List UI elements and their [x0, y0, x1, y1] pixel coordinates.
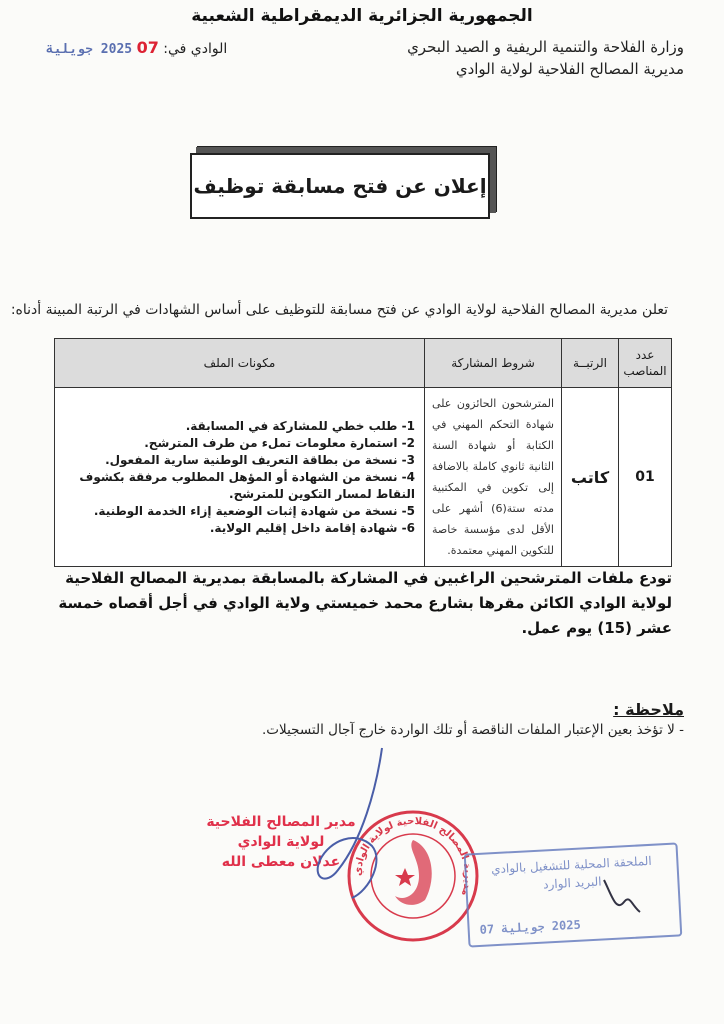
deposit-paragraph: تودع ملفات المترشحين الراغبين في المشاركة بالمسابقة بمديرية المصالح الفلاحية لولاية الوادي الكائن مقرها بشارع محمد خميستي ولاية الوادي في أجل أقصاه خمسة عشر (15) يوم عمل. [58, 569, 672, 637]
intro-paragraph: تعلن مديرية المصالح الفلاحية لولاية الوادي عن فتح مسابقة للتوظيف على أساس الشهادات في الرتبة المبينة أدناه: [10, 302, 668, 318]
list-item: 3- نسخة من بطاقة التعريف الوطنية سارية المفعول. [105, 452, 415, 467]
stamp-line-incoming: البريد الوارد [542, 874, 602, 892]
positions-table [54, 338, 672, 567]
list-item: 2- استمارة معلومات تملء من طرف المترشح. [144, 435, 415, 450]
seal-text: مديرية المصالح الفلاحية لولاية الوادي [352, 815, 474, 898]
header-conditions: شروط المشاركة [425, 339, 562, 388]
header-documents: مكونات الملف [55, 339, 425, 388]
stamp-line-agency: الملحقة المحلية للتشغيل بالوادي [490, 853, 653, 877]
announcement-title-text: إعلان عن فتح مسابقة توظيف [193, 174, 487, 198]
list-item: 5- نسخة من شهادة إثبات الوضعية إزاء الخدمة الوطنية. [93, 503, 415, 518]
list-item: 4- نسخة من الشهادة أو المؤهل المطلوب مرفقة بكشوف النقاط لمسار التكوين للمترشح. [79, 469, 415, 501]
announcement-title [190, 153, 490, 219]
stamp-date-value: 2025 جويلية 07 [479, 917, 582, 937]
signature-name: عدلان معطى الله [221, 854, 341, 870]
republic-heading: الجمهورية الجزائرية الديمقراطية الشعبية [191, 6, 533, 26]
place-date [46, 38, 227, 57]
ministry-name: وزارة الفلاحة والتنمية الريفية و الصيد البحري [407, 38, 684, 56]
handwritten-day: 07 [136, 38, 159, 57]
list-item: 6- شهادة إقامة داخل إقليم الولاية. [209, 520, 415, 535]
cell-conditions [425, 388, 562, 567]
official-seal-icon [345, 808, 481, 944]
cell-count: 01 [619, 388, 672, 567]
signature-title: مدير المصالح الفلاحية [206, 814, 356, 830]
note-text: - لا تؤخذ بعين الإعتبار الملفات الناقصة أو تلك الواردة خارج آجال التسجيلات. [262, 722, 684, 738]
ministry-block [304, 36, 684, 80]
incoming-mail-stamp [464, 842, 683, 947]
cell-documents [55, 388, 425, 567]
stamped-date: 2025 جويلية [46, 42, 133, 57]
directorate-name: مديرية المصالح الفلاحية لولاية الوادي [455, 60, 684, 78]
signature-wilaya: لولاية الوادي [237, 834, 325, 850]
header-rank: الرتبــة [562, 339, 619, 388]
list-item: 1- طلب خطي للمشاركة في المسابقة. [185, 418, 415, 433]
table-row [55, 388, 672, 567]
place-label: الوادي في: [163, 41, 228, 57]
conditions-text: المترشحون الحائزون على شهادة التحكم المهني في الكتابة أو شهادة السنة الثانية ثانوي كاملة بالاضافة إلى تكوين في المكتبية مدته ستة(6) أشهر على الأقل لدى مؤسسة خاصة للتكوين المهني معتمدة. [432, 397, 554, 557]
cell-rank: كاتب [562, 388, 619, 567]
documents-list [56, 414, 423, 541]
header-count: عدد المناصب [619, 339, 672, 388]
table-header-row [55, 339, 672, 388]
note-title: ملاحظة : [613, 700, 684, 719]
